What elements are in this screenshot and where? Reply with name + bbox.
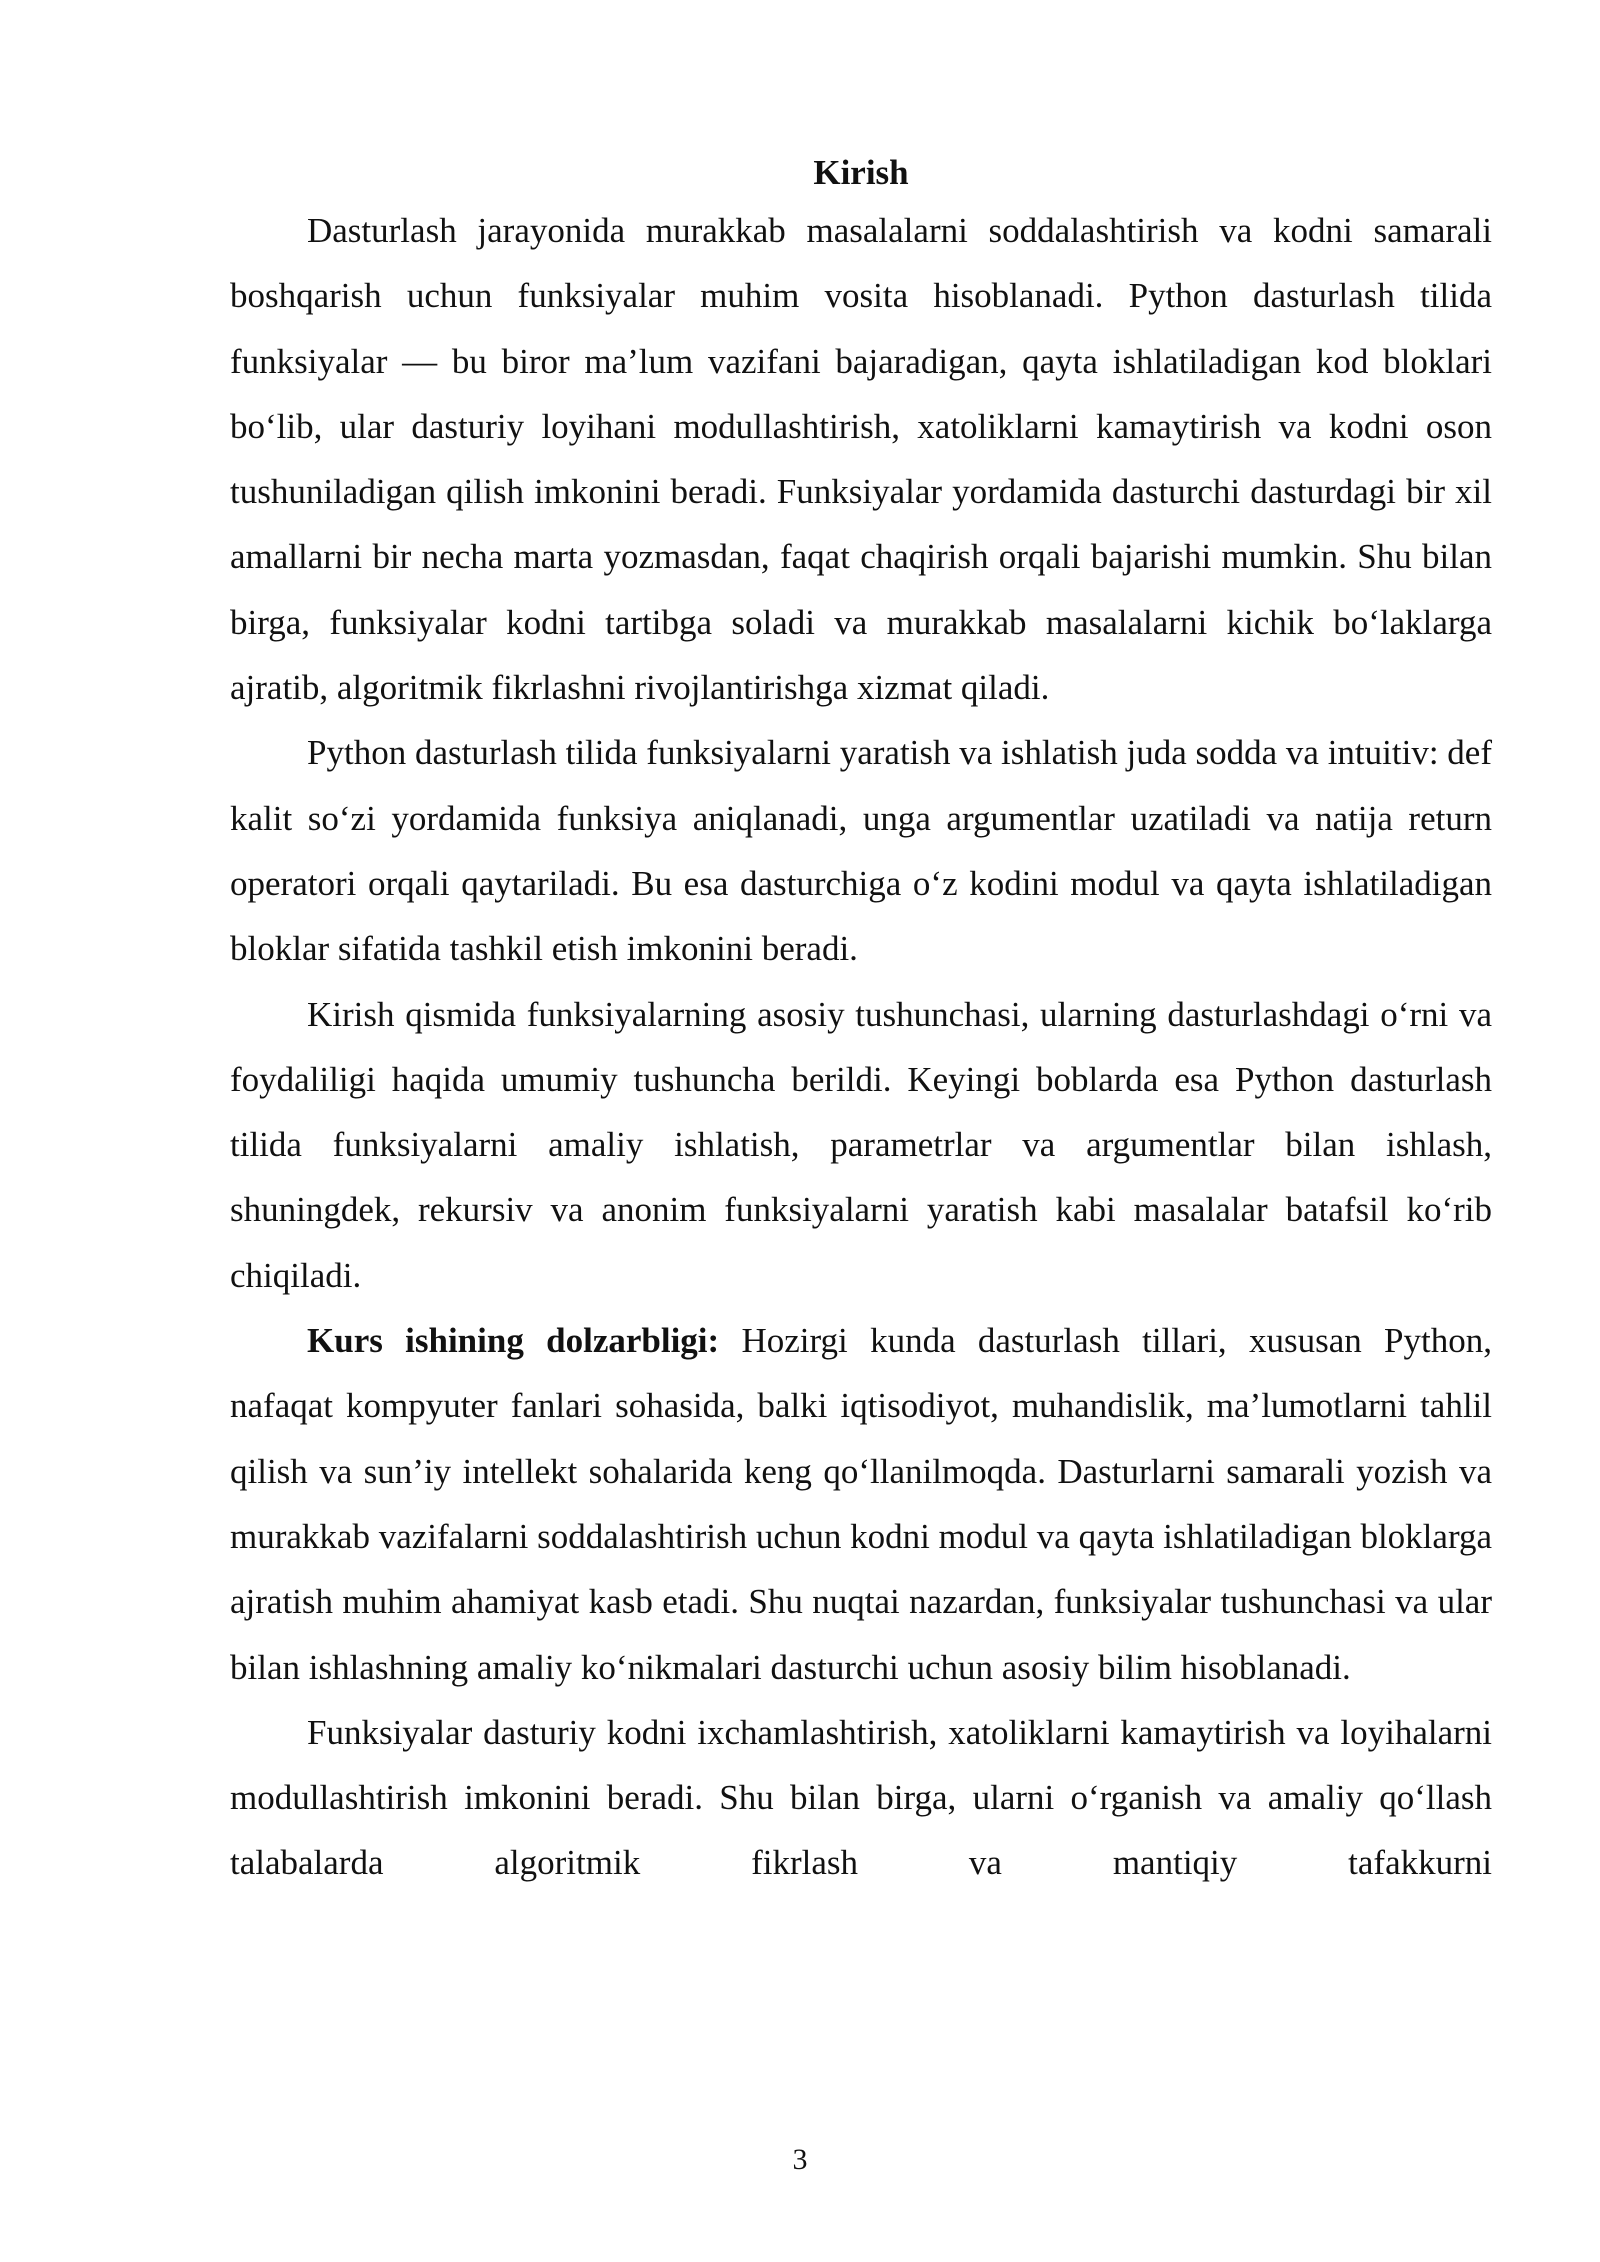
paragraph-1-text: Dasturlash jarayonida murakkab masalalarni soddalashtirish va kodni samarali boshqarish uchun funksiyalar muhim vosita hisoblanadi. Python dasturlash tilida funksiyalar — bu biror ma’lum vazifani bajaradigan, qayta ishlatiladigan kod bloklari bo‘lib, ular dasturiy loyihani modullashtirish, xatoliklarni kamaytirish va kodni oson tushuniladigan qilish imkonini beradi. Funksiyalar yordamida dasturchi dasturdagi bir xil amallarni bir necha marta yozmasdan, faqat chaqirish orqali bajarishi mumkin. Shu bilan birga, funksiyalar kodni tartibga soladi va murakkab masalalarni kichik bo‘laklarga ajratib, algoritmik fikrlashni rivojlantirishga xizmat qiladi. xyxy=(230,211,1492,708)
paragraph-2 xyxy=(230,720,1492,981)
paragraph-5 xyxy=(230,1700,1492,1896)
paragraph-5-text: Funksiyalar dasturiy kodni ixchamlashtirish, xatoliklarni kamaytirish va loyihalarni modullashtirish imkonini beradi. Shu bilan birga, ularni o‘rganish va amaliy qo‘llash talabalarda algoritmik fikrlash va mantiqiy tafakkurni xyxy=(230,1712,1492,1883)
page-content xyxy=(230,148,1492,1896)
section-heading: Kirish xyxy=(813,153,909,192)
paragraph-2-text: Python dasturlash tilida funksiyalarni yaratish va ishlatish juda sodda va intuitiv: def kalit so‘zi yordamida funksiya aniqlanadi, unga argumentlar uzatiladi va natija return operatori orqali qaytariladi. Bu esa dasturchiga o‘z kodini modul va qayta ishlatiladigan bloklar sifatida tashkil etish imkonini beradi. xyxy=(230,733,1492,969)
paragraph-4-text: Hozirgi kunda dasturlash tillari, xususan Python, nafaqat kompyuter fanlari sohasida, balki iqtisodiyot, muhandislik, ma’lumotlarni tahlil qilish va sun’iy intellekt sohalarida keng qo‘llanilmoqda. Dasturlarni samarali yozish va murakkab vazifalarni soddalashtirish uchun kodni modul va qayta ishlatiladigan bloklarga ajratish muhim ahamiyat kasb etadi. Shu nuqtai nazardan, funksiyalar tushunchasi va ular bilan ishlashning amaliy ko‘nikmalari dasturchi uchun asosiy bilim hisoblanadi. xyxy=(230,1321,1492,1687)
paragraph-3-text: Kirish qismida funksiyalarning asosiy tushunchasi, ularning dasturlashdagi o‘rni va foydaliligi haqida umumiy tushuncha berildi. Keyingi boblarda esa Python dasturlash tilida funksiyalarni amaliy ishlatish, parametrlar va argumentlar bilan ishlash, shuningdek, rekursiv va anonim funksiyalarni yaratish kabi masalalar batafsil ko‘rib chiqiladi. xyxy=(230,994,1492,1295)
paragraph-4-lead: Kurs ishining dolzarbligi: xyxy=(307,1321,720,1361)
page-number: 3 xyxy=(792,2143,808,2176)
paragraph-1 xyxy=(230,198,1492,720)
paragraph-4 xyxy=(230,1308,1492,1700)
paragraph-3 xyxy=(230,982,1492,1308)
